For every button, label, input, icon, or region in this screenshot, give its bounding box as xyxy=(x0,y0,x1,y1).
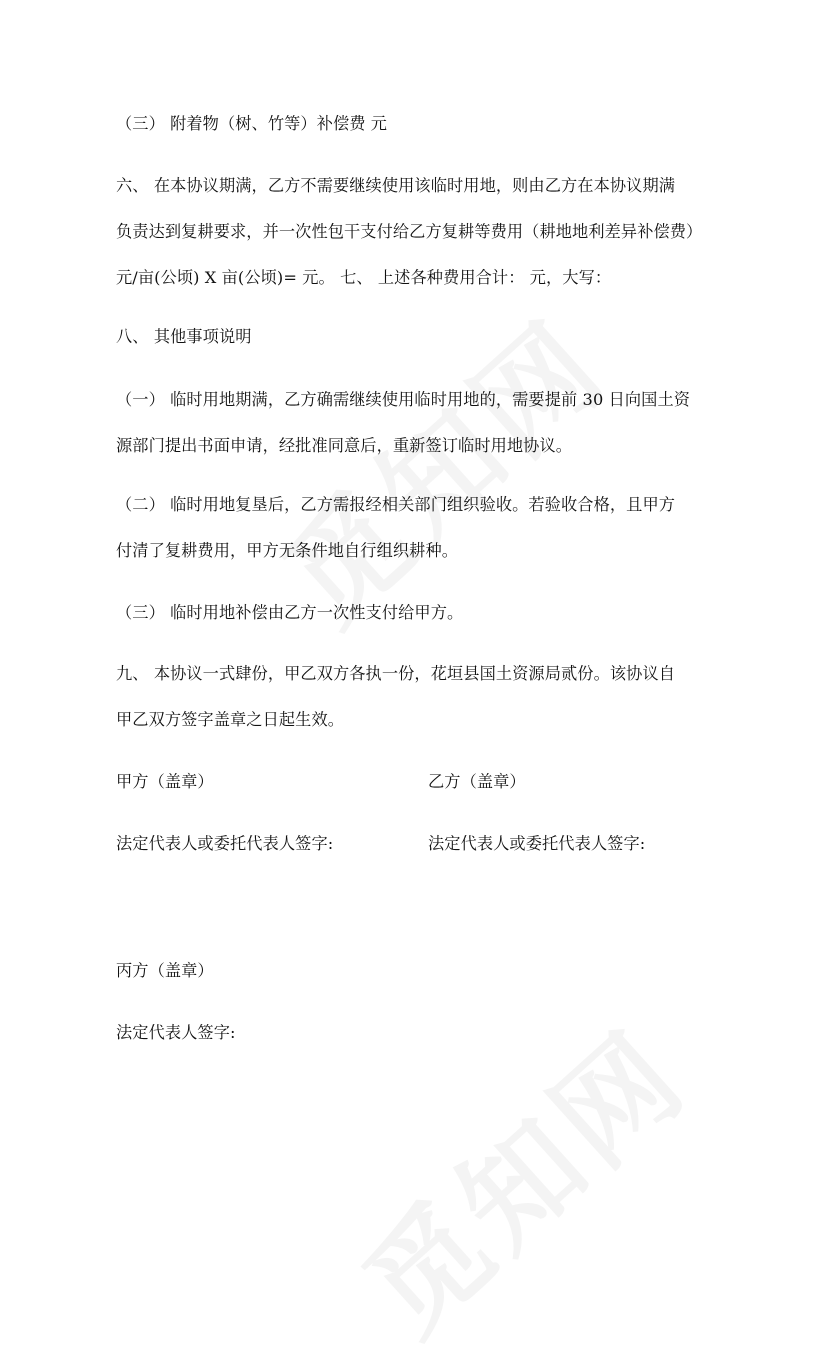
party-c-seal-label: 丙方（盖章） xyxy=(116,961,214,980)
paragraph-line: 源部门提出书面申请，经批准同意后，重新签订临时用地协议。 xyxy=(116,436,573,455)
party-a-seal-label: 甲方（盖章） xyxy=(116,772,214,791)
paragraph-line: （三） 临时用地补偿由乙方一次性支付给甲方。 xyxy=(116,603,464,622)
party-c-rep-signature-label: 法定代表人签字: xyxy=(116,1023,236,1042)
paragraph-line: 负责达到复耕要求，并一次性包干支付给乙方复耕等费用（耕地地利差异补偿费） xyxy=(116,222,703,241)
paragraph-line: 付清了复耕费用，甲方无条件地自行组织耕种。 xyxy=(116,541,459,560)
watermark-graphic xyxy=(322,985,717,1364)
party-b-seal-label: 乙方（盖章） xyxy=(428,772,526,791)
section-heading: 八、 其他事项说明 xyxy=(116,327,252,346)
paragraph-line: （二） 临时用地复垦后，乙方需报经相关部门组织验收。若验收合格，且甲方 xyxy=(116,495,676,514)
paragraph-line: 甲乙双方签字盖章之日起生效。 xyxy=(116,710,345,729)
paragraph-line: 六、 在本协议期满，乙方不需要继续使用该临时用地，则由乙方在本协议期满 xyxy=(116,176,676,195)
paragraph-line: （一） 临时用地期满，乙方确需继续使用临时用地的，需要提前 30 日向国土资 xyxy=(116,390,691,409)
paragraph-line: （三） 附着物（树、竹等）补偿费 元 xyxy=(116,114,388,133)
watermark-graphic xyxy=(242,275,637,654)
paragraph-line: 九、 本协议一式肆份，甲乙双方各执一份，花垣县国土资源局贰份。该协议自 xyxy=(116,664,676,683)
party-a-rep-signature-label: 法定代表人或委托代表人签字: xyxy=(116,834,334,853)
party-b-rep-signature-label: 法定代表人或委托代表人签字: xyxy=(428,834,646,853)
paragraph-line: 元/亩(公顷) X 亩(公顷)= 元。 七、 上述各种费用合计： 元，大写： xyxy=(116,268,612,287)
